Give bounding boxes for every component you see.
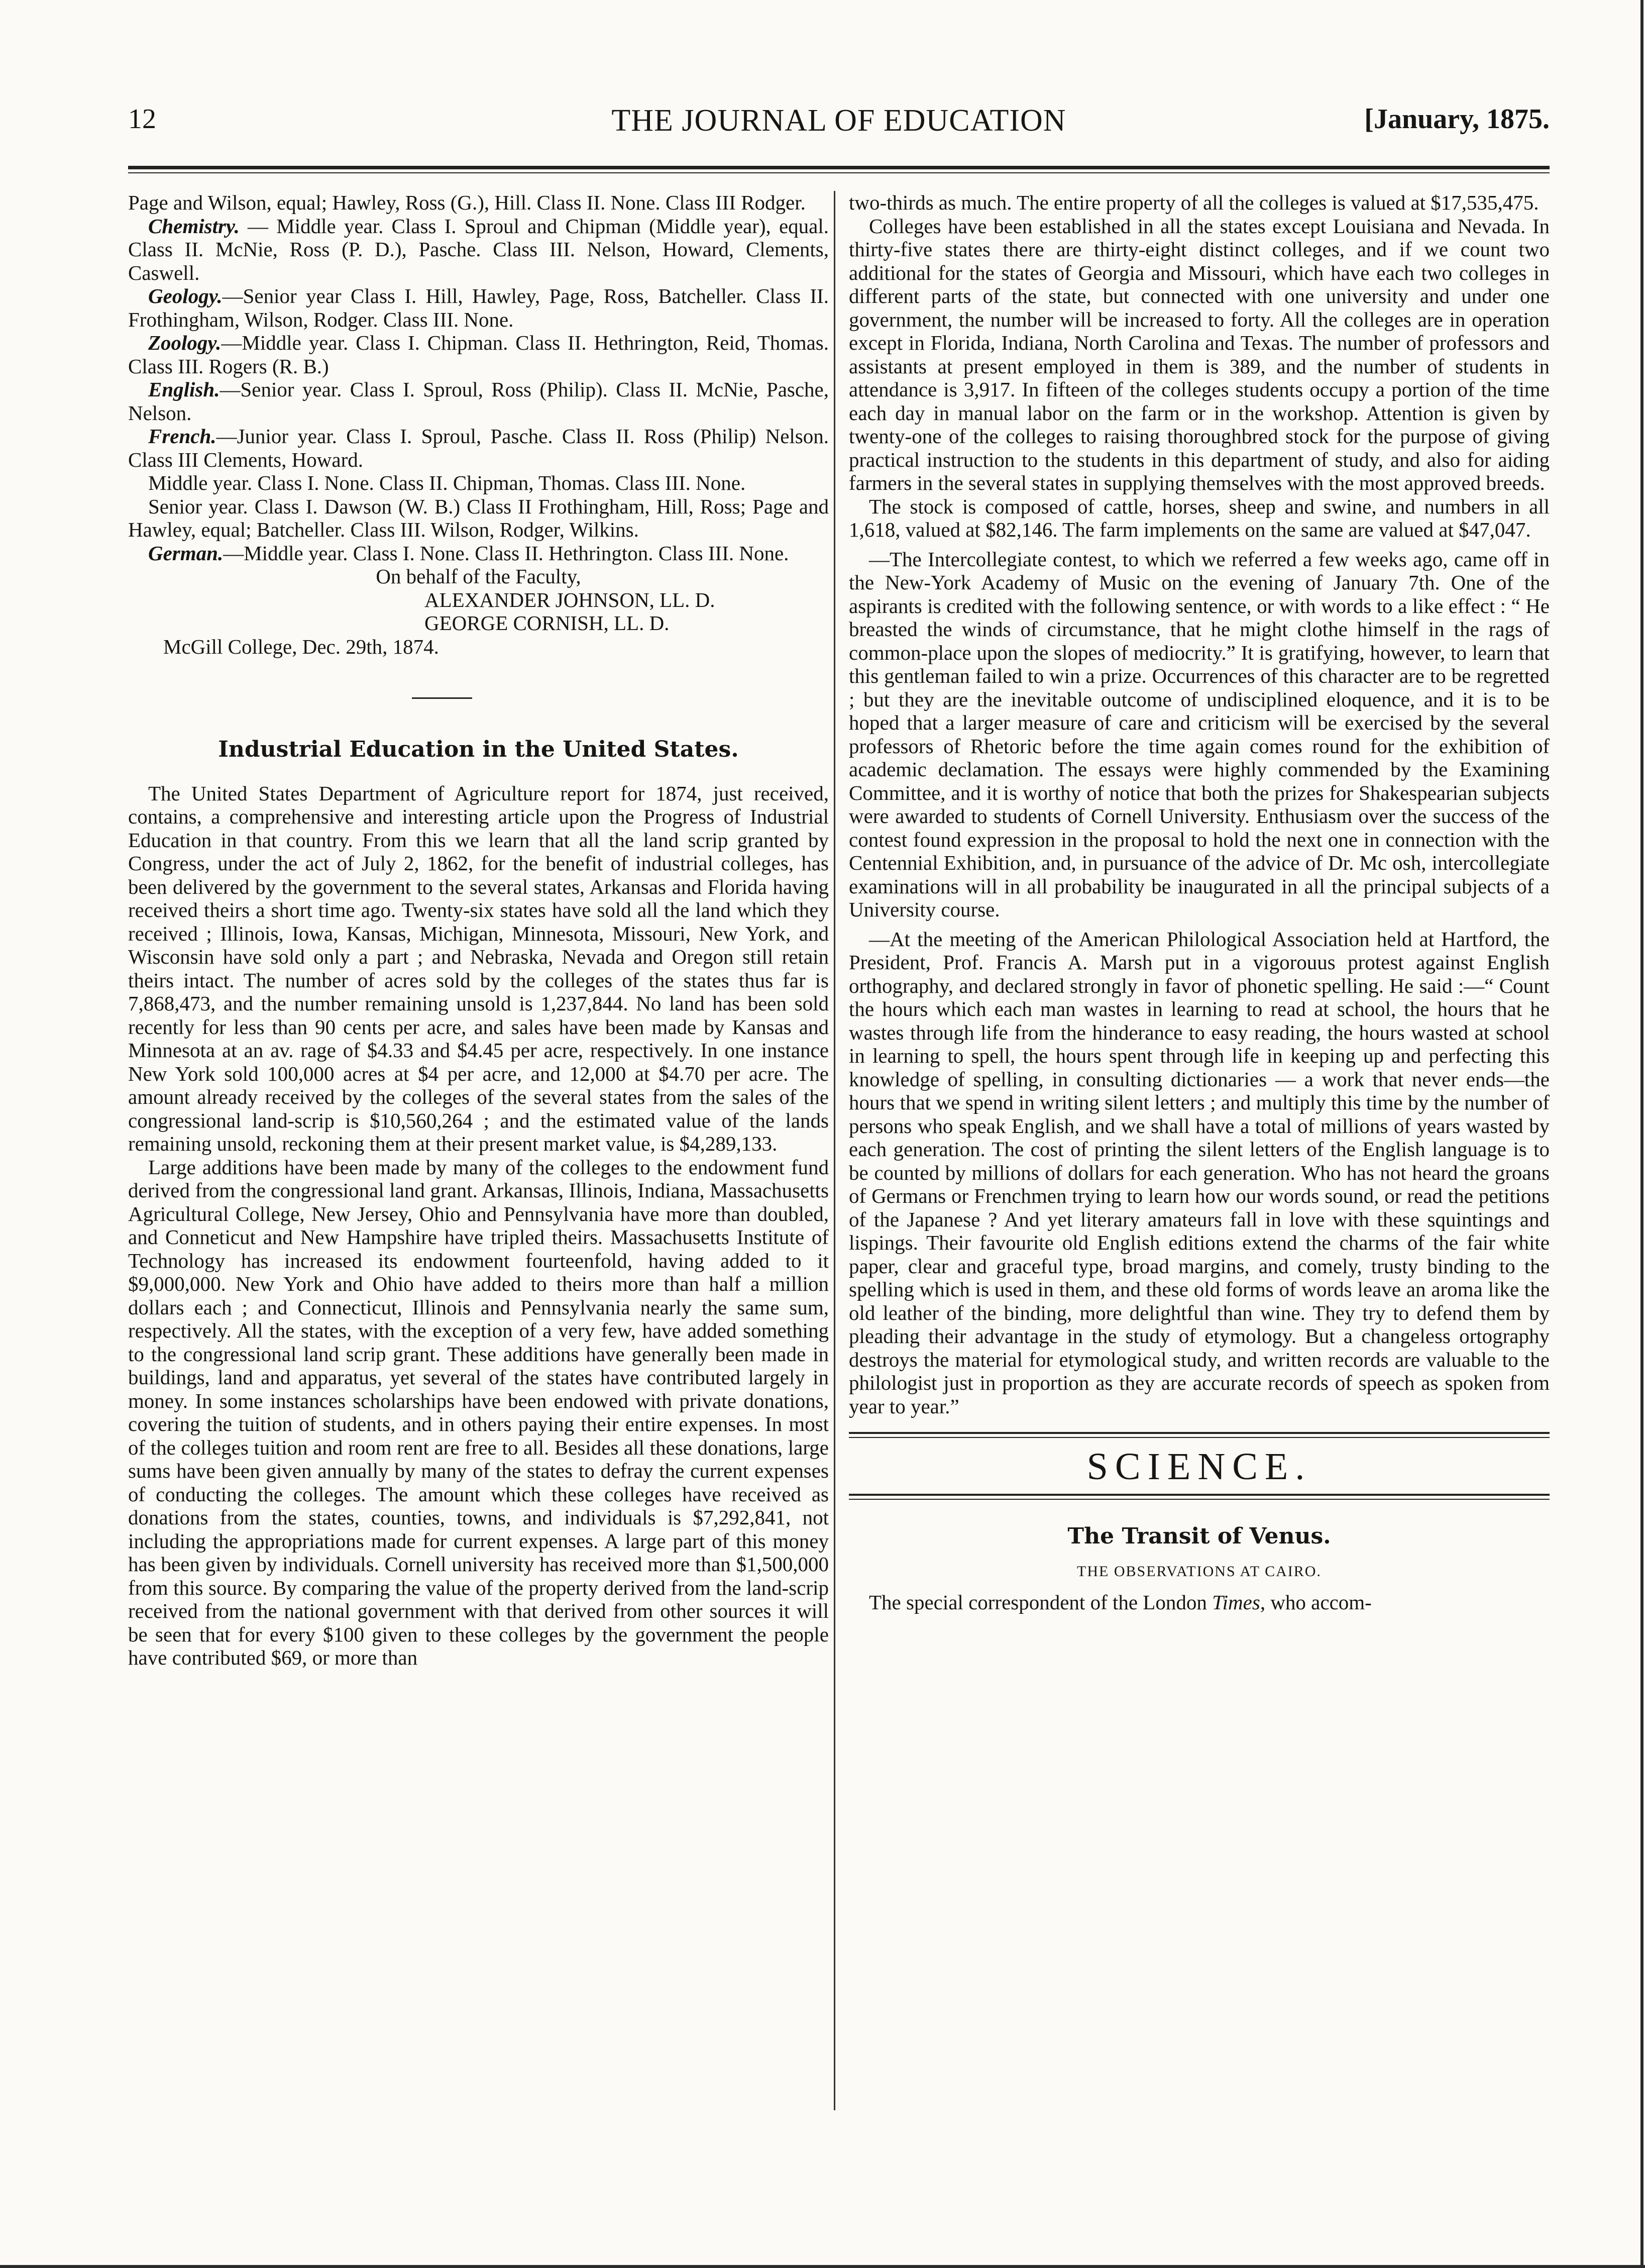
french-paragraph <box>128 425 829 471</box>
times-title: Times <box>1212 1590 1260 1614</box>
colleges-paragraph: Colleges have been established in all the states except Louisiana and Nevada. In thirty-five states there are thirty-eight distinct colleges, and if we count two additional for the states of Georgia and Missouri, which have each two colleges in different parts of the state, but connected with one university and under one government, the number will be increased to forty. All the colleges are in operation except in Florida, Indiana, North Carolina and Texas. The number of professors and assistants at present employed in them is 389, and the number of students in attendance is 3,917. In fifteen of the colleges students occupy a portion of the time each day in manual labor on the farm or in the workshop. Attention is given by twenty-one of the colleges to raising thoroughbred stock for the purpose of giving practical instruction to the students in this department of study, and also for aiding farmers in the several states in supplying themselves with the most approved breeds. <box>849 214 1550 494</box>
german-text: —Middle year. Class I. None. Class II. Hethrington. Class III. None. <box>223 541 789 565</box>
german-paragraph <box>128 542 829 565</box>
science-rule-top <box>849 1432 1550 1434</box>
article-paragraph-1: The United States Department of Agriculture report for 1874, just received, contains, a comprehensive and interesting article upon the Progress of Industrial Education in that country. From this we learn that all the land scrip granted by Congress, under the act of July 2, 1862, for the benefit of industrial colleges, has been delivered by the government to the several states, Arkansas and Florida having received theirs a short time ago. Twenty-six states have sold all the land which they received ; Illinois, Iowa, Kansas, Michigan, Minnesota, Missouri, New York, and Wisconsin have sold only a part ; and Nebraska, Nevada and Oregon still retain theirs intact. The number of acres sold by the colleges of the states thus far is 7,868,473, and the number remaining unsold is 1,237,844. No land has been sold recently for less than 90 cents per acre, and sales have been made by Kansas and Minnesota at an av. rage of $4.33 and $4.45 per acre, respectively. In one instance New York sold 100,000 acres at $4 per acre, and 12,000 at $4.70 per acre. The amount already received by the colleges of the several states from the sales of the congressional land-scrip is $10,560,264 ; and the estimated value of the lands remaining unsold, reckoning them at their present market value, is $4,289,133. <box>128 781 829 1155</box>
scan-border-right <box>1640 0 1643 2268</box>
zoology-subject: Zoology. <box>148 331 222 354</box>
right-column <box>849 191 1550 1614</box>
geology-paragraph <box>128 284 829 331</box>
philological-paragraph: —At the meeting of the American Philological Association held at Hartford, the President, Prof. Francis A. Marsh put in a vigorouus protest against English orthography, and declared strongly in favor of phonetic spelling. He said :—“ Count the hours which each man wastes in learning to read at school, the hours that he wastes through life from the hinderance to easy reading, the hours wasted at school in learning to spell, the hours spent through life in keeping up and perfecting this knowledge of spelling, in consulting dictionaries — a work that never ends—the hours that we spend in writing silent letters ; and multiply this time by the number of persons who speak English, and we shall have a total of millions of years wasted by each generation. The cost of printing the silent letters of the English language is to be counted by millions of dollars for each generation. Who has not heard the groans of Germans or Frenchmen trying to learn how our words sound, or read the petitions of the Japanese ? And yet literary amateurs fall in love with these squintings and lispings. Their favourite old English editions extend the charms of the fair white paper, clear and graceful type, broad margins, and comely, trusty binding to the spelling which is used in them, and these old forms of words leave an aroma like the old leather of the binding, more delightful than wine. They try to defend them by pleading their advantage in the study of etymology. But a changeless ortography destroys the material for etymological study, and written records are valuable to the philologist just in proportion as they are accurate records of speech as spoken from year to year.” <box>849 927 1550 1418</box>
dateline: McGill College, Dec. 29th, 1874. <box>163 635 439 658</box>
english-text: —Senior year. Class I. Sproul, Ross (Philip). Class II. McNie, Pasche, Nelson. <box>128 378 829 425</box>
header-rule-thin <box>128 172 1550 173</box>
middle-year-paragraph: Middle year. Class I. None. Class II. Chipman, Thomas. Class III. None. <box>148 471 746 494</box>
french-text: —Junior year. Class I. Sproul, Pasche. Class II. Ross (Philip) Nelson. Class III Clements, Howard. <box>128 425 829 471</box>
signature-johnson: ALEXANDER JOHNSON, LL. D. <box>424 588 715 611</box>
chemistry-paragraph <box>128 215 829 285</box>
senior-year-paragraph: Senior year. Class I. Dawson (W. B.) Class II Frothingham, Hill, Ross; Page and Hawley, equal; Batcheller. Class III. Wilson, Rodger, Wilkins. <box>128 494 829 541</box>
header-rule-thick <box>128 166 1550 169</box>
zoology-text: —Middle year. Class I. Chipman. Class II. Hethrington, Reid, Thomas. Class III. Rogers (R. B.) <box>128 331 829 378</box>
transit-subtitle: THE OBSERVATIONS AT CAIRO. <box>1077 1563 1322 1580</box>
science-rule-bottom <box>849 1494 1550 1496</box>
transit-title: The Transit of Venus. <box>1067 1523 1331 1549</box>
signature-cornish: GEORGE CORNISH, LL. D. <box>424 611 670 635</box>
faculty-behalf: On behalf of the Faculty, <box>376 565 581 588</box>
zoology-paragraph <box>128 331 829 378</box>
class-list-paragraph: Page and Wilson, equal; Hawley, Ross (G.), Hill. Class II. None. Class III Rodger. <box>128 191 806 214</box>
geology-text: —Senior year Class I. Hill, Hawley, Page, Ross, Batcheller. Class II. Frothingham, Wilson, Rodger. Class III. None. <box>128 284 829 331</box>
scan-border-bottom <box>0 2265 1645 2268</box>
stock-paragraph: The stock is composed of cattle, horses, sheep and swine, and numbers in all 1,618, valued at $82,146. The farm implements on the same are valued at $47,047. <box>849 494 1550 541</box>
transit-text-end: , who accom- <box>1260 1590 1372 1614</box>
chemistry-text: — Middle year. Class I. Sproul and Chipman (Middle year), equal. Class II. McNie, Ross (P. D.), Pasche. Class III. Nelson, Howard, Clements, Caswell. <box>128 214 829 284</box>
science-heading: SCIENCE. <box>1086 1446 1312 1488</box>
issue-date: [January, 1875. <box>1364 104 1550 135</box>
french-subject: French. <box>148 425 216 448</box>
article-continuation: two-thirds as much. The entire property of all the colleges is valued at $17,535,475. <box>849 191 1539 214</box>
journal-title: THE JOURNAL OF EDUCATION <box>611 104 1066 138</box>
left-column <box>128 191 829 1670</box>
transit-text-start: The special correspondent of the London <box>869 1590 1213 1614</box>
column-divider <box>834 191 835 2110</box>
page-number: 12 <box>128 104 156 135</box>
english-paragraph <box>128 378 829 425</box>
english-subject: English. <box>148 378 220 401</box>
transit-paragraph <box>849 1591 1550 1614</box>
science-rule-top-thin <box>849 1437 1550 1438</box>
intercollegiate-paragraph: —The Intercollegiate contest, to which we referred a few weeks ago, came off in the New-York Academy of Music on the evening of January 7th. One of the aspirants is credited with the following sentence, or with words to a like effect : “ He breasted the winds of circumstance, that he might clothe himself in the rags of common-place upon the slopes of mediocrity.” It is gratifying, however, to learn that this gentleman failed to win a prize. Occurrences of this character are to be regretted ; but they are the inevitable outcome of undisciplined eloquence, and it is to be hoped that a larger measure of care and criticism will be exercised by the several professors of Rhetoric before the time again comes round for the exhibition of academic declamation. The essays were highly commended by the Examining Committee, and it is worthy of notice that both the prizes for Shakespearian subjects were awarded to students of Cornell University. Enthusiasm over the success of the contest found expression in the proposal to hold the next one in connection with the Centennial Exhibition, and, in pursuance of the advice of Dr. Mc osh, intercollegiate examinations will in all probability be inaugurated in all the principal subjects of a University course. <box>849 547 1550 921</box>
geology-subject: Geology. <box>148 284 223 307</box>
article-paragraph-2: Large additions have been made by many of the colleges to the endowment fund derived from the congressional land grant. Arkansas, Illinois, Indiana, Massachusetts Agricultural College, New Jersey, Ohio and Pennsylvania have more than doubled, and Conneticut and New Hampshire have tripled theirs. Massachusetts Institute of Technology has increased its endowment fourteenfold, having added to it $9,000,000. New York and Ohio have added to theirs more than half a million dollars each ; and Connecticut, Illinois and Pennsylvania nearly the same sum, respectively. All the states, with the exception of a very few, have added something to the congressional land scrip grant. These additions have generally been made in buildings, land and apparatus, yet several of the states have contributed largely in money. In some instances scholarships have been endowed with private donations, covering the tuition of students, and in others paying their entire expenses. In most of the colleges tuition and room rent are free to all. Besides all these donations, large sums have been given annually by many of the states to defray the current expenses of conducting the colleges. The amount which these colleges have received as donations from the states, counties, towns, and individuals is $7,292,841, not including the appropriations made for current expenses. A large part of this money has been given by individuals. Cornell university has received more than $1,500,000 from this source. By comparing the value of the property derived from the land-scrip received from the national government with that derived from other sources it will be seen that for every $100 given to these colleges by the government the people have contributed $69, or more than <box>128 1155 829 1669</box>
science-rule-bottom-thin <box>849 1499 1550 1500</box>
page-header <box>128 103 1550 148</box>
section-divider <box>412 697 472 699</box>
german-subject: German. <box>148 541 224 565</box>
chemistry-subject: Chemistry. <box>148 214 240 238</box>
article-title: Industrial Education in the United States. <box>218 737 739 762</box>
